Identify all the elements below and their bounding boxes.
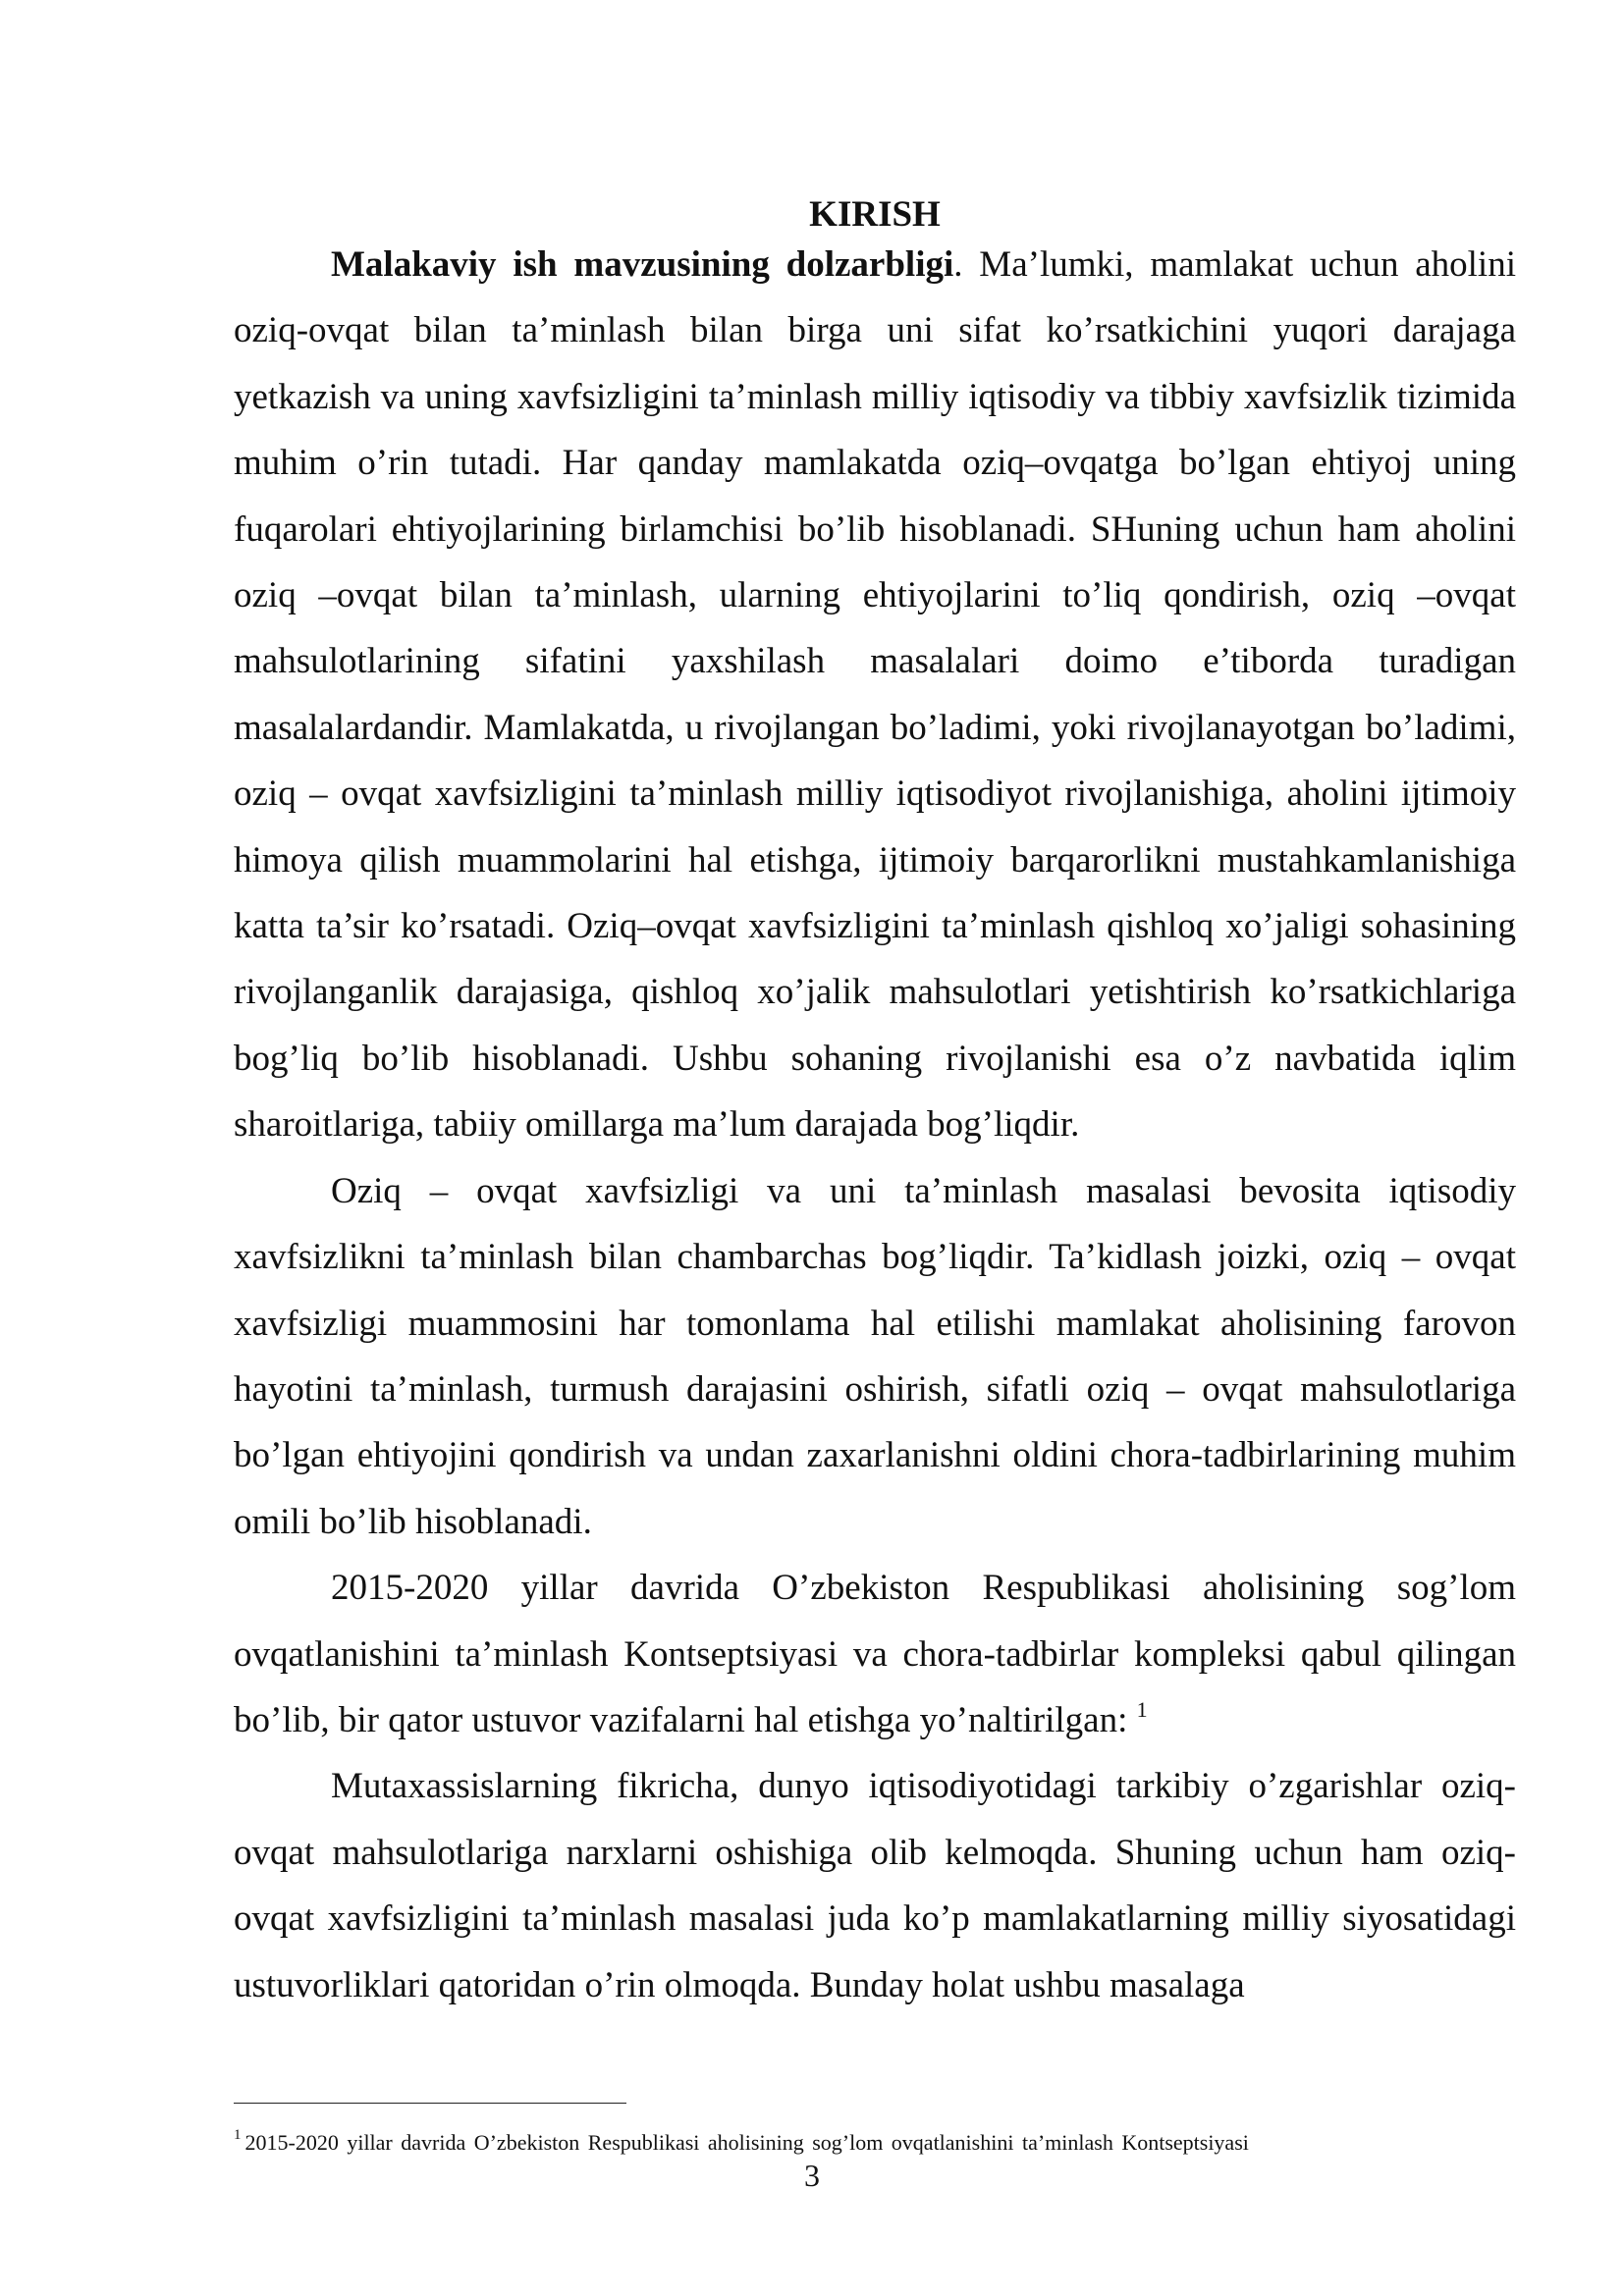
paragraph-concept (234, 1555, 1516, 1753)
paragraph-lead-label: Malakaviy ish mavzusining dolzarbligi (331, 244, 954, 285)
footnote-text: 2015-2020 yillar davrida O’zbekiston Respublikasi aholisining sog’lom ovqatlanishini ta’minlash Kontseptsiyasi (244, 2130, 1249, 2155)
footnote (234, 2128, 1516, 2158)
section-heading: KIRISH (809, 194, 941, 235)
paragraph-text: Ma’lumki, mamlakat uchun aholini oziq-ovqat bilan ta’minlash bilan birga uni sifat ko’rsatkichini yuqori darajaga yetkazish va uning xavfsizligini ta’minlash milliy iqtisodiy va tibbiy xavfsizlik tizimida muhim o’rin tutadi. Har qanday mamlakatda oziq–ovqatga bo’lgan ehtiyoj uning fuqarolari ehtiyojlarining birlamchisi bo’lib hisoblanadi. SHuning uchun ham aholini oziq –ovqat bilan ta’minlash, ularning ehtiyojlarini to’liq qondirish, oziq –ovqat mahsulotlarining sifatini yaxshilash masalalari doimo e’tiborda turadigan masalalardandir. Mamlakatda, u rivojlangan bo’ladimi, yoki rivojlanayotgan bo’ladimi, oziq – ovqat xavfsizligini ta’minlash milliy iqtisodiyot rivojlanishiga, aholini ijtimoiy himoya qilish muammolarini hal etishga, ijtimoiy barqarorlikni mustahkamlanishiga katta ta’sir ko’rsatadi. Oziq–ovqat xavfsizligini ta’minlash qishloq xo’jaligi sohasining rivojlanganlik darajasiga, qishloq xo’jalik mahsulotlari yetishtirish ko’rsatkichlariga bog’liq bo’lib hisoblanadi. Ushbu sohaning rivojlanishi esa o’z navbatida iqlim sharoitlariga, tabiiy omillarga ma’lum darajada bog’liqdir. (234, 244, 1516, 1146)
paragraph-text: 2015-2020 yillar davrida O’zbekiston Respublikasi aholisining sog’lom ovqatlanishini ta’minlash Kontseptsiyasi va chora-tadbirlar kompleksi qabul qilingan bo’lib, bir qator ustuvor vazifalarni hal etishga yo’naltirilgan: (234, 1568, 1516, 1740)
paragraph-lead-punct: . (953, 244, 963, 285)
paragraph-food-security (234, 1158, 1516, 1555)
paragraph-relevance (234, 232, 1516, 1158)
footnote-reference[interactable]: 1 (1136, 1696, 1148, 1722)
footnote-separator (234, 2103, 626, 2104)
body-text (234, 232, 1516, 2018)
paragraph-text: Mutaxassislarning fikricha, dunyo iqtisodiyotidagi tarkibiy o’zgarishlar oziq-ovqat mahsulotlariga narxlarni oshishiga olib kelmoqda. Shuning uchun ham oziq-ovqat xavfsizligini ta’minlash masalasi juda ko’p mamlakatlarning milliy siyosatidagi ustuvorliklari qatoridan o’rin olmoqda. Bunday holat ushbu masalaga (234, 1766, 1516, 2005)
paragraph-experts (234, 1753, 1516, 2018)
footnote-mark: 1 (234, 2126, 242, 2143)
page-number: 3 (804, 2158, 820, 2193)
paragraph-text: Oziq – ovqat xavfsizligi va uni ta’minlash masalasi bevosita iqtisodiy xavfsizlikni ta’minlash bilan chambarchas bog’liqdir. Ta’kidlash joizki, oziq – ovqat xavfsizligi muammosini har tomonlama hal etilishi mamlakat aholisining farovon hayotini ta’minlash, turmush darajasini oshirish, sifatli oziq – ovqat mahsulotlariga bo’lgan ehtiyojini qondirish va undan zaxarlanishni oldini chora-tadbirlarining muhim omili bo’lib hisoblanadi. (234, 1170, 1516, 1542)
